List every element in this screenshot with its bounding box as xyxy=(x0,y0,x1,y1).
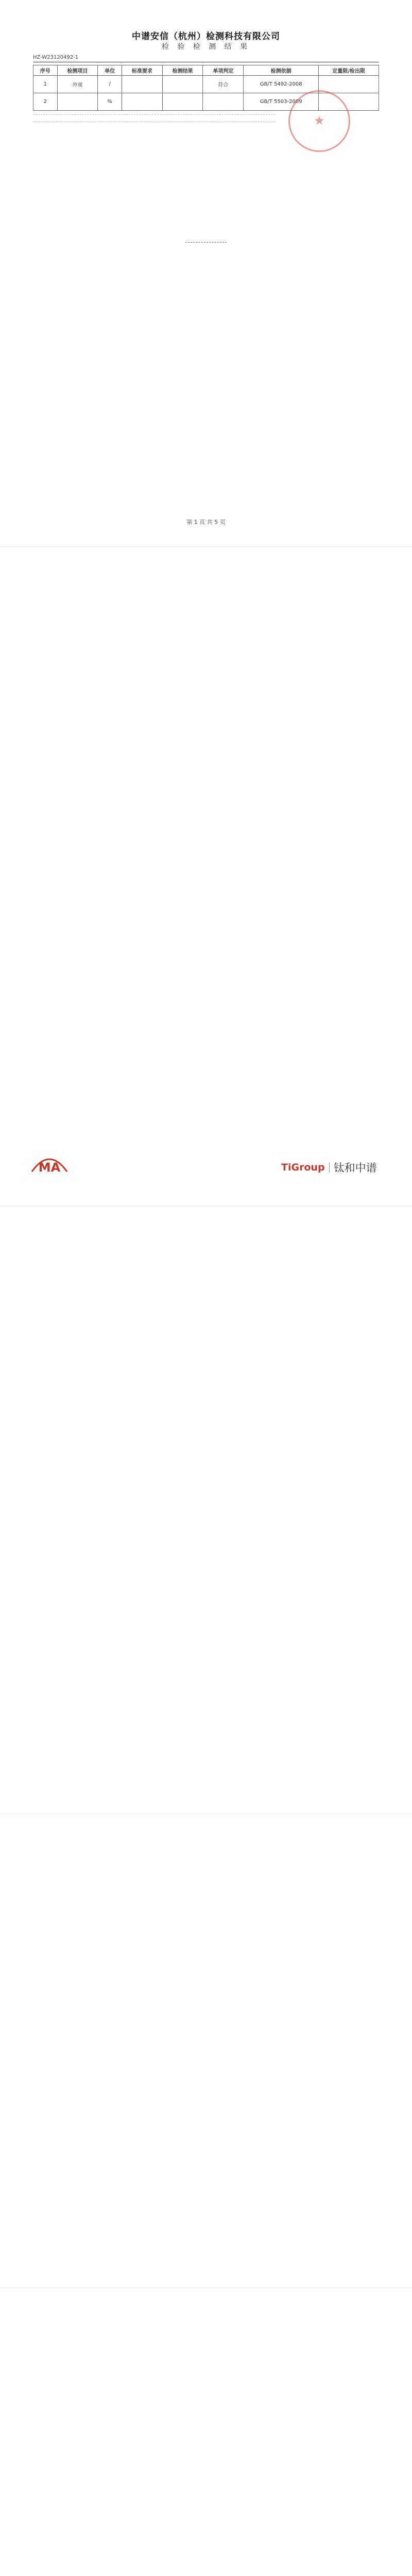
report-page-5 xyxy=(0,2288,412,2576)
tigroup-logo xyxy=(281,1160,377,1175)
results-subtitle: 检 验 检 测 结 果 xyxy=(161,43,251,51)
seal-star-icon: ★ xyxy=(314,113,325,128)
tigroup-logo-icon: TiGroup xyxy=(281,1162,325,1173)
page-number: 第 1 页 共 5 页 xyxy=(186,519,226,526)
report-page-4 xyxy=(0,1814,412,2287)
cma-logo-icon xyxy=(29,1151,70,1182)
svg-text:MA: MA xyxy=(38,1160,61,1175)
table-row: 2 % GB/T 5503-2009 xyxy=(33,93,379,111)
report-page-1 xyxy=(0,0,412,546)
report-page-2 xyxy=(0,547,412,1206)
tigroup-logo-text: 钛和中谱 xyxy=(333,1162,377,1174)
remark-line xyxy=(33,114,275,119)
company-name: 中谱安信（杭州）检测科技有限公司 xyxy=(132,31,280,42)
table-row: 1 外观 / 符合 GB/T 5492-2008 xyxy=(33,76,379,93)
report-header-number: HZ-W23120492-1 xyxy=(33,55,79,60)
remark-line xyxy=(33,122,275,126)
table-header-row: 序号 检测项目 单位 标准要求 检测结果 单项判定 检测依据 定量限/检出限 xyxy=(33,65,379,76)
report-page-3 xyxy=(0,1206,412,1814)
inspection-seal xyxy=(288,90,350,152)
